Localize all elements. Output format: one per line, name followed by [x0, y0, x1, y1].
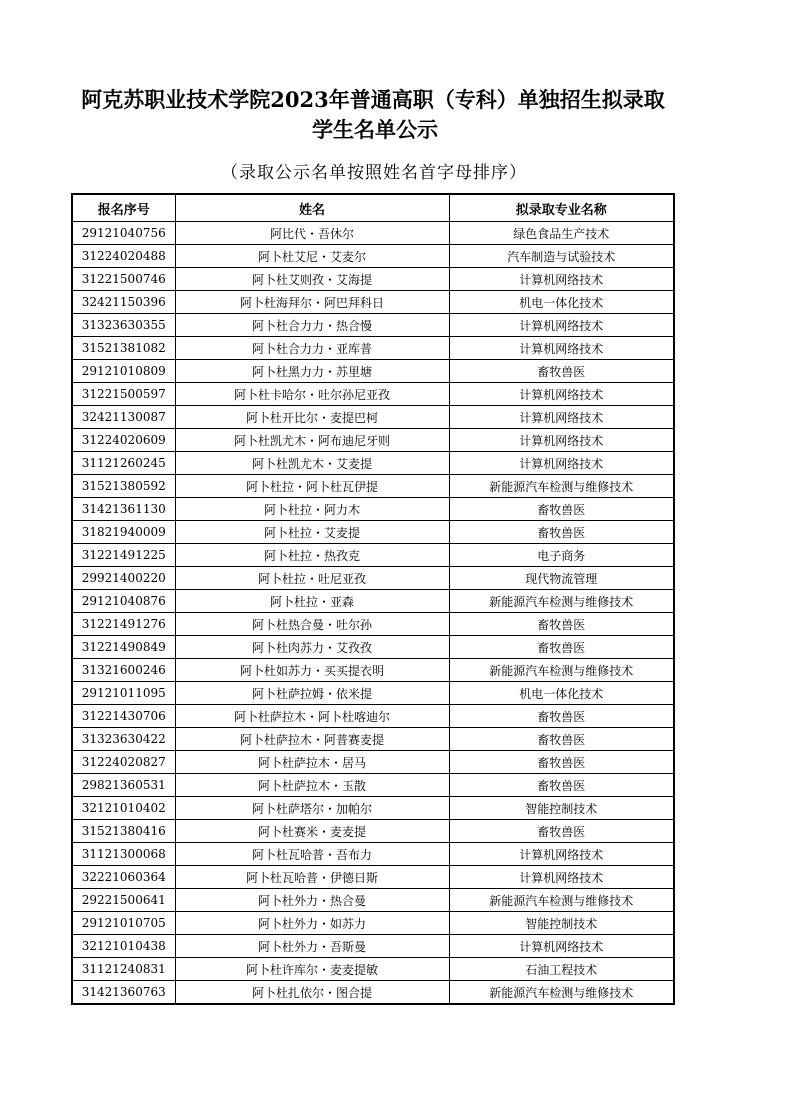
registration-number-cell: 31323630355	[72, 314, 175, 337]
registration-number-cell: 31121240831	[72, 958, 175, 981]
student-name-cell: 阿卜杜萨拉木・玉散	[175, 774, 449, 797]
table-header-row	[72, 194, 674, 222]
major-name-cell: 计算机网络技术	[449, 383, 674, 406]
major-name-cell: 畜牧兽医	[449, 498, 674, 521]
table-row	[72, 222, 674, 245]
table-row	[72, 291, 674, 314]
registration-number-cell: 29121040756	[72, 222, 175, 245]
major-name-cell: 畜牧兽医	[449, 820, 674, 843]
major-name-cell: 新能源汽车检测与维修技术	[449, 475, 674, 498]
table-row	[72, 245, 674, 268]
major-name-cell: 计算机网络技术	[449, 268, 674, 291]
major-name-cell: 石油工程技术	[449, 958, 674, 981]
table-row	[72, 337, 674, 360]
registration-number-cell: 29821360531	[72, 774, 175, 797]
registration-number-cell: 31521380592	[72, 475, 175, 498]
major-name-cell: 畜牧兽医	[449, 751, 674, 774]
registration-number-cell: 29921400220	[72, 567, 175, 590]
major-name-cell: 计算机网络技术	[449, 314, 674, 337]
student-name-cell: 阿卜杜许库尔・麦麦提敏	[175, 958, 449, 981]
student-name-cell: 阿卜杜热合曼・吐尔孙	[175, 613, 449, 636]
student-name-cell: 阿卜杜拉・艾麦提	[175, 521, 449, 544]
major-name-cell: 汽车制造与试验技术	[449, 245, 674, 268]
table-row	[72, 429, 674, 452]
student-name-cell: 阿卜杜外力・吾斯曼	[175, 935, 449, 958]
major-name-cell: 计算机网络技术	[449, 866, 674, 889]
registration-number-cell: 32421150396	[72, 291, 175, 314]
major-name-cell: 畜牧兽医	[449, 636, 674, 659]
table-row	[72, 314, 674, 337]
admission-list-table	[71, 193, 675, 1005]
registration-number-cell: 32121010402	[72, 797, 175, 820]
table-row	[72, 659, 674, 682]
registration-number-cell: 31421360763	[72, 981, 175, 1005]
student-name-cell: 阿卜杜合力力・热合慢	[175, 314, 449, 337]
major-name-cell: 智能控制技术	[449, 912, 674, 935]
table-row	[72, 406, 674, 429]
major-name-cell: 畜牧兽医	[449, 774, 674, 797]
major-name-cell: 畜牧兽医	[449, 360, 674, 383]
major-name-cell: 现代物流管理	[449, 567, 674, 590]
table-row	[72, 567, 674, 590]
table-row	[72, 521, 674, 544]
major-name-cell: 智能控制技术	[449, 797, 674, 820]
table-row	[72, 498, 674, 521]
table-row	[72, 774, 674, 797]
column-header-major: 拟录取专业名称	[449, 194, 674, 222]
student-name-cell: 阿卜杜外力・如苏力	[175, 912, 449, 935]
major-name-cell: 畜牧兽医	[449, 728, 674, 751]
student-name-cell: 阿卜杜萨拉姆・依米提	[175, 682, 449, 705]
student-name-cell: 阿卜杜萨拉木・阿普赛麦提	[175, 728, 449, 751]
table-row	[72, 636, 674, 659]
table-row	[72, 452, 674, 475]
student-name-cell: 阿卜杜如苏力・买买提衣明	[175, 659, 449, 682]
student-name-cell: 阿卜杜卡哈尔・吐尔孙尼亚孜	[175, 383, 449, 406]
registration-number-cell: 29121011095	[72, 682, 175, 705]
student-name-cell: 阿卜杜拉・阿力木	[175, 498, 449, 521]
table-row	[72, 268, 674, 291]
registration-number-cell: 29221500641	[72, 889, 175, 912]
major-name-cell: 绿色食品生产技术	[449, 222, 674, 245]
major-name-cell: 机电一体化技术	[449, 682, 674, 705]
table-row	[72, 820, 674, 843]
registration-number-cell: 31221490849	[72, 636, 175, 659]
registration-number-cell: 29121010809	[72, 360, 175, 383]
major-name-cell: 机电一体化技术	[449, 291, 674, 314]
major-name-cell: 畜牧兽医	[449, 613, 674, 636]
student-name-cell: 阿卜杜开比尔・麦提巴柯	[175, 406, 449, 429]
registration-number-cell: 31521381082	[72, 337, 175, 360]
table-row	[72, 544, 674, 567]
registration-number-cell: 31323630422	[72, 728, 175, 751]
student-name-cell: 阿卜杜萨拉木・居马	[175, 751, 449, 774]
major-name-cell: 新能源汽车检测与维修技术	[449, 659, 674, 682]
student-name-cell: 阿卜杜瓦哈普・伊德日斯	[175, 866, 449, 889]
student-name-cell: 阿比代・吾休尔	[175, 222, 449, 245]
table-row	[72, 958, 674, 981]
column-header-name: 姓名	[175, 194, 449, 222]
table-row	[72, 889, 674, 912]
student-name-cell: 阿卜杜海拜尔・阿巴拜科日	[175, 291, 449, 314]
table-row	[72, 383, 674, 406]
major-name-cell: 计算机网络技术	[449, 406, 674, 429]
registration-number-cell: 32121010438	[72, 935, 175, 958]
registration-number-cell: 31521380416	[72, 820, 175, 843]
student-name-cell: 阿卜杜萨拉木・阿卜杜喀迪尔	[175, 705, 449, 728]
student-name-cell: 阿卜杜萨塔尔・加帕尔	[175, 797, 449, 820]
major-name-cell: 新能源汽车检测与维修技术	[449, 590, 674, 613]
table-row	[72, 613, 674, 636]
registration-number-cell: 31221491276	[72, 613, 175, 636]
registration-number-cell: 31121300068	[72, 843, 175, 866]
table-row	[72, 360, 674, 383]
registration-number-cell: 31421361130	[72, 498, 175, 521]
student-name-cell: 阿卜杜凯尤木・阿布迪尼牙则	[175, 429, 449, 452]
table-row	[72, 843, 674, 866]
student-name-cell: 阿卜杜外力・热合曼	[175, 889, 449, 912]
student-name-cell: 阿卜杜艾则孜・艾海提	[175, 268, 449, 291]
document-title-line-2: 学生名单公示	[312, 117, 438, 142]
major-name-cell: 电子商务	[449, 544, 674, 567]
registration-number-cell: 31821940009	[72, 521, 175, 544]
registration-number-cell: 31221430706	[72, 705, 175, 728]
registration-number-cell: 31221491225	[72, 544, 175, 567]
table-row	[72, 981, 674, 1005]
table-row	[72, 751, 674, 774]
document-title-line-1: 阿克苏职业技术学院2023年普通高职（专科）单独招生拟录取	[81, 87, 665, 112]
registration-number-cell: 31224020488	[72, 245, 175, 268]
major-name-cell: 新能源汽车检测与维修技术	[449, 889, 674, 912]
student-name-cell: 阿卜杜艾尼・艾麦尔	[175, 245, 449, 268]
table-row	[72, 797, 674, 820]
document-subtitle: （录取公示名单按照姓名首字母排序）	[221, 163, 527, 183]
registration-number-cell: 31221500597	[72, 383, 175, 406]
table-row	[72, 475, 674, 498]
major-name-cell: 畜牧兽医	[449, 705, 674, 728]
student-name-cell: 阿卜杜拉・亚森	[175, 590, 449, 613]
student-name-cell: 阿卜杜扎依尔・图合提	[175, 981, 449, 1005]
major-name-cell: 计算机网络技术	[449, 452, 674, 475]
registration-number-cell: 32421130087	[72, 406, 175, 429]
major-name-cell: 新能源汽车检测与维修技术	[449, 981, 674, 1005]
registration-number-cell: 31224020827	[72, 751, 175, 774]
major-name-cell: 计算机网络技术	[449, 337, 674, 360]
major-name-cell: 计算机网络技术	[449, 935, 674, 958]
registration-number-cell: 29121010705	[72, 912, 175, 935]
registration-number-cell: 31221500746	[72, 268, 175, 291]
student-name-cell: 阿卜杜拉・阿卜杜瓦伊提	[175, 475, 449, 498]
major-name-cell: 畜牧兽医	[449, 521, 674, 544]
table-row	[72, 705, 674, 728]
column-header-registration-number: 报名序号	[72, 194, 175, 222]
table-row	[72, 935, 674, 958]
major-name-cell: 计算机网络技术	[449, 429, 674, 452]
student-name-cell: 阿卜杜合力力・亚库普	[175, 337, 449, 360]
registration-number-cell: 29121040876	[72, 590, 175, 613]
table-row	[72, 912, 674, 935]
registration-number-cell: 32221060364	[72, 866, 175, 889]
major-name-cell: 计算机网络技术	[449, 843, 674, 866]
table-row	[72, 728, 674, 751]
student-name-cell: 阿卜杜肉苏力・艾孜孜	[175, 636, 449, 659]
registration-number-cell: 31121260245	[72, 452, 175, 475]
student-name-cell: 阿卜杜黑力力・苏里塘	[175, 360, 449, 383]
registration-number-cell: 31224020609	[72, 429, 175, 452]
table-row	[72, 590, 674, 613]
table-row	[72, 682, 674, 705]
student-name-cell: 阿卜杜瓦哈普・吾布力	[175, 843, 449, 866]
table-row	[72, 866, 674, 889]
student-name-cell: 阿卜杜凯尤木・艾麦提	[175, 452, 449, 475]
registration-number-cell: 31321600246	[72, 659, 175, 682]
student-name-cell: 阿卜杜赛米・麦麦提	[175, 820, 449, 843]
student-name-cell: 阿卜杜拉・热孜克	[175, 544, 449, 567]
student-name-cell: 阿卜杜拉・吐尼亚孜	[175, 567, 449, 590]
